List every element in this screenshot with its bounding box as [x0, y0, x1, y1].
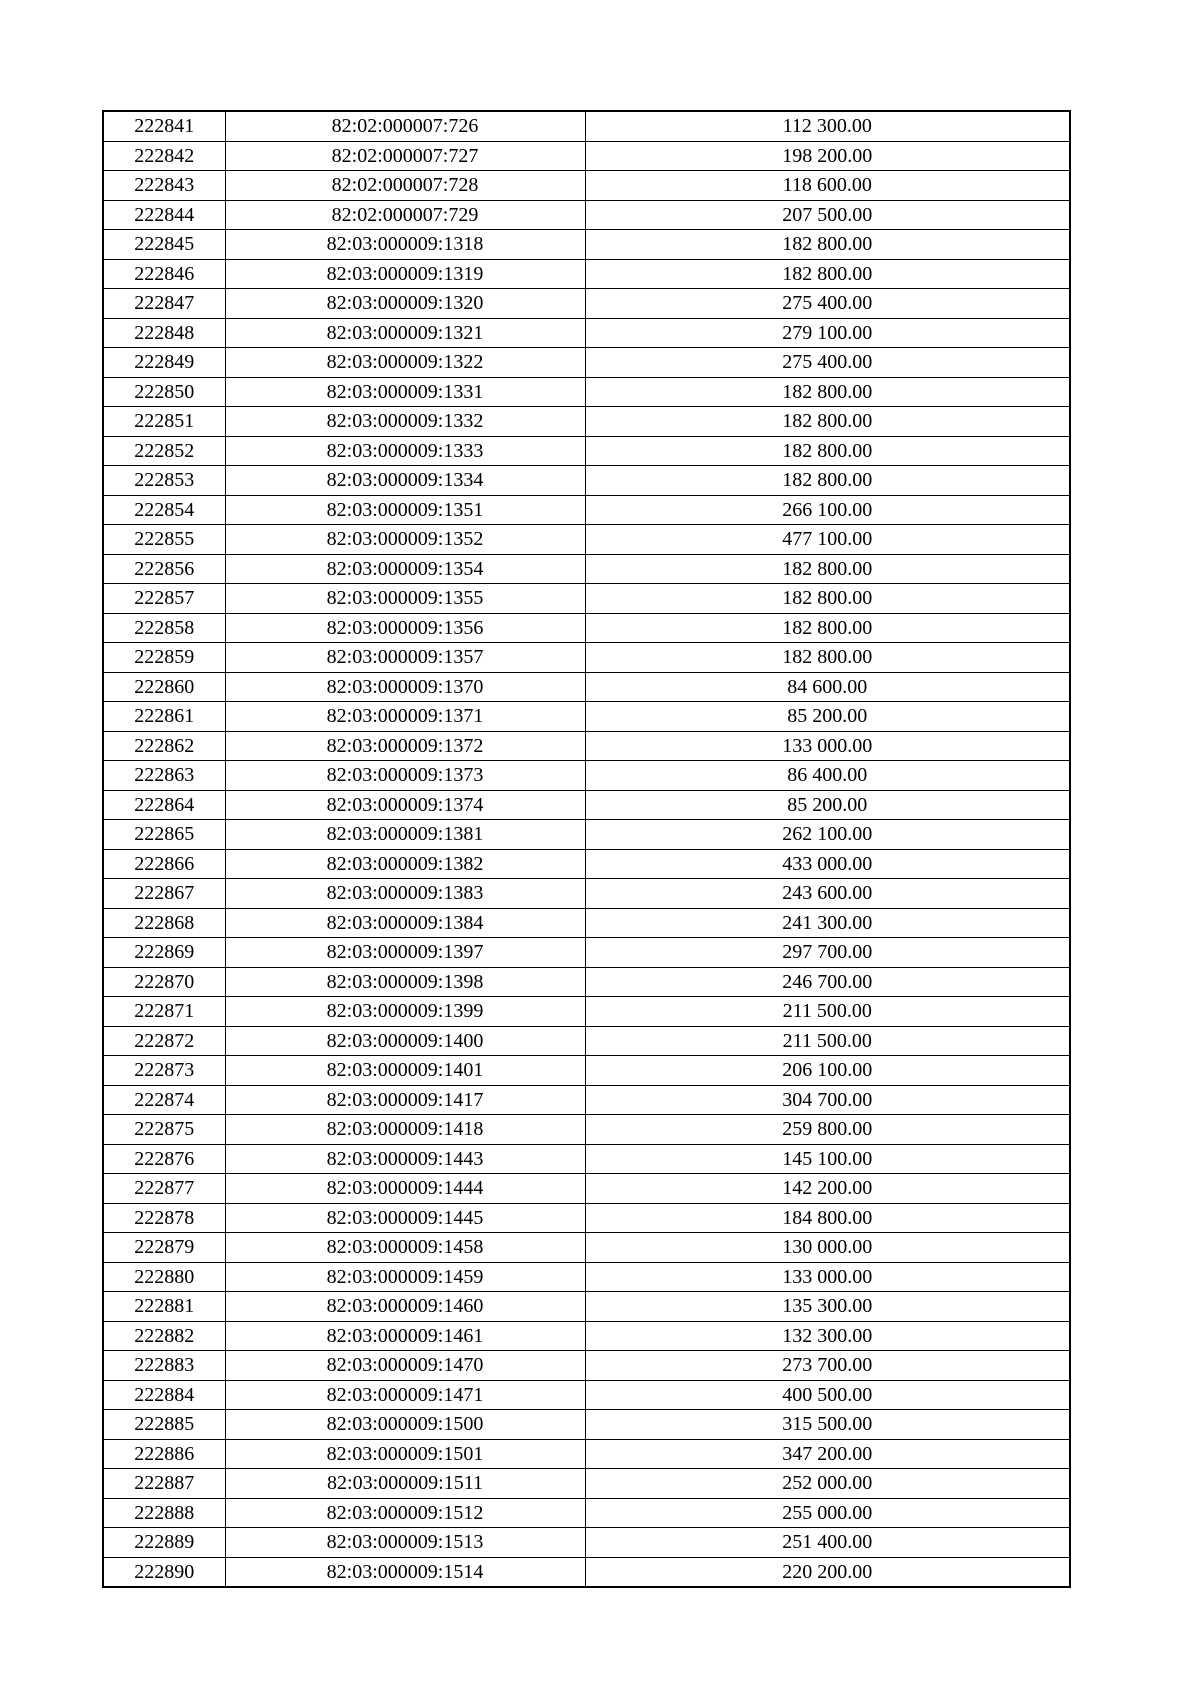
cadastral-value-cell: 347 200.00 [585, 1439, 1070, 1469]
row-number-cell: 222848 [103, 318, 225, 348]
cadastral-number-cell: 82:03:000009:1459 [225, 1262, 585, 1292]
table-row [103, 1469, 1070, 1499]
row-number-cell: 222884 [103, 1380, 225, 1410]
table-row [103, 849, 1070, 879]
row-number-cell: 222875 [103, 1115, 225, 1145]
cadastral-number-cell: 82:03:000009:1401 [225, 1056, 585, 1086]
cadastral-value-cell: 132 300.00 [585, 1321, 1070, 1351]
row-number-cell: 222873 [103, 1056, 225, 1086]
table-row [103, 967, 1070, 997]
row-number-cell: 222881 [103, 1292, 225, 1322]
row-number-cell: 222866 [103, 849, 225, 879]
cadastral-number-cell: 82:02:000007:728 [225, 171, 585, 201]
cadastral-number-cell: 82:03:000009:1383 [225, 879, 585, 909]
table-row [103, 1498, 1070, 1528]
row-number-cell: 222885 [103, 1410, 225, 1440]
cadastral-value-cell: 182 800.00 [585, 230, 1070, 260]
cadastral-value-cell: 142 200.00 [585, 1174, 1070, 1204]
row-number-cell: 222860 [103, 672, 225, 702]
cadastral-value-cell: 246 700.00 [585, 967, 1070, 997]
cadastral-number-cell: 82:03:000009:1470 [225, 1351, 585, 1381]
table-row [103, 171, 1070, 201]
row-number-cell: 222888 [103, 1498, 225, 1528]
cadastral-value-cell: 182 800.00 [585, 584, 1070, 614]
cadastral-number-cell: 82:03:000009:1320 [225, 289, 585, 319]
cadastral-value-cell: 182 800.00 [585, 259, 1070, 289]
cadastral-value-cell: 182 800.00 [585, 643, 1070, 673]
table-row [103, 820, 1070, 850]
table-row [103, 702, 1070, 732]
row-number-cell: 222853 [103, 466, 225, 496]
row-number-cell: 222880 [103, 1262, 225, 1292]
row-number-cell: 222857 [103, 584, 225, 614]
row-number-cell: 222863 [103, 761, 225, 791]
row-number-cell: 222883 [103, 1351, 225, 1381]
cadastral-number-cell: 82:03:000009:1382 [225, 849, 585, 879]
row-number-cell: 222869 [103, 938, 225, 968]
row-number-cell: 222878 [103, 1203, 225, 1233]
cadastral-value-cell: 198 200.00 [585, 141, 1070, 171]
cadastral-number-cell: 82:03:000009:1461 [225, 1321, 585, 1351]
cadastral-value-cell: 304 700.00 [585, 1085, 1070, 1115]
table-row [103, 1085, 1070, 1115]
cadastral-value-cell: 133 000.00 [585, 1262, 1070, 1292]
cadastral-number-cell: 82:03:000009:1445 [225, 1203, 585, 1233]
cadastral-value-cell: 145 100.00 [585, 1144, 1070, 1174]
row-number-cell: 222874 [103, 1085, 225, 1115]
table-body [103, 111, 1070, 1587]
cadastral-value-cell: 400 500.00 [585, 1380, 1070, 1410]
row-number-cell: 222844 [103, 200, 225, 230]
cadastral-value-cell: 206 100.00 [585, 1056, 1070, 1086]
cadastral-value-cell: 182 800.00 [585, 613, 1070, 643]
table-row [103, 731, 1070, 761]
row-number-cell: 222854 [103, 495, 225, 525]
row-number-cell: 222847 [103, 289, 225, 319]
cadastral-value-cell: 433 000.00 [585, 849, 1070, 879]
table-row [103, 259, 1070, 289]
cadastral-number-cell: 82:03:000009:1417 [225, 1085, 585, 1115]
cadastral-number-cell: 82:03:000009:1321 [225, 318, 585, 348]
table-row [103, 141, 1070, 171]
cadastral-value-cell: 255 000.00 [585, 1498, 1070, 1528]
table-row [103, 466, 1070, 496]
row-number-cell: 222846 [103, 259, 225, 289]
row-number-cell: 222865 [103, 820, 225, 850]
table-row [103, 525, 1070, 555]
cadastral-value-cell: 275 400.00 [585, 348, 1070, 378]
table-row [103, 1557, 1070, 1587]
cadastral-number-cell: 82:03:000009:1381 [225, 820, 585, 850]
cadastral-value-cell: 182 800.00 [585, 436, 1070, 466]
cadastral-value-cell: 118 600.00 [585, 171, 1070, 201]
cadastral-number-cell: 82:03:000009:1458 [225, 1233, 585, 1263]
cadastral-value-cell: 252 000.00 [585, 1469, 1070, 1499]
row-number-cell: 222890 [103, 1557, 225, 1587]
cadastral-value-cell: 207 500.00 [585, 200, 1070, 230]
row-number-cell: 222870 [103, 967, 225, 997]
cadastral-number-cell: 82:03:000009:1333 [225, 436, 585, 466]
cadastral-value-cell: 182 800.00 [585, 554, 1070, 584]
cadastral-number-cell: 82:03:000009:1355 [225, 584, 585, 614]
row-number-cell: 222876 [103, 1144, 225, 1174]
row-number-cell: 222842 [103, 141, 225, 171]
row-number-cell: 222887 [103, 1469, 225, 1499]
cadastral-number-cell: 82:02:000007:726 [225, 111, 585, 141]
row-number-cell: 222841 [103, 111, 225, 141]
row-number-cell: 222877 [103, 1174, 225, 1204]
row-number-cell: 222871 [103, 997, 225, 1027]
table-row [103, 643, 1070, 673]
row-number-cell: 222859 [103, 643, 225, 673]
table-row [103, 407, 1070, 437]
table-row [103, 318, 1070, 348]
cadastral-number-cell: 82:03:000009:1400 [225, 1026, 585, 1056]
row-number-cell: 222855 [103, 525, 225, 555]
row-number-cell: 222882 [103, 1321, 225, 1351]
row-number-cell: 222858 [103, 613, 225, 643]
table-row [103, 1026, 1070, 1056]
table-row [103, 1292, 1070, 1322]
row-number-cell: 222879 [103, 1233, 225, 1263]
cadastral-number-cell: 82:03:000009:1372 [225, 731, 585, 761]
cadastral-number-cell: 82:03:000009:1514 [225, 1557, 585, 1587]
table-row [103, 1203, 1070, 1233]
cadastral-number-cell: 82:02:000007:727 [225, 141, 585, 171]
table-row [103, 1528, 1070, 1558]
table-row [103, 1351, 1070, 1381]
table-row [103, 613, 1070, 643]
cadastral-value-cell: 86 400.00 [585, 761, 1070, 791]
table-row [103, 1144, 1070, 1174]
table-row [103, 908, 1070, 938]
table-row [103, 1115, 1070, 1145]
cadastral-value-cell: 211 500.00 [585, 1026, 1070, 1056]
cadastral-number-cell: 82:03:000009:1418 [225, 1115, 585, 1145]
row-number-cell: 222886 [103, 1439, 225, 1469]
table-row [103, 879, 1070, 909]
table-row [103, 200, 1070, 230]
cadastral-number-cell: 82:03:000009:1331 [225, 377, 585, 407]
cadastral-number-cell: 82:03:000009:1460 [225, 1292, 585, 1322]
cadastral-number-cell: 82:03:000009:1357 [225, 643, 585, 673]
row-number-cell: 222852 [103, 436, 225, 466]
table-row [103, 1410, 1070, 1440]
row-number-cell: 222868 [103, 908, 225, 938]
cadastral-number-cell: 82:03:000009:1351 [225, 495, 585, 525]
cadastral-number-cell: 82:03:000009:1354 [225, 554, 585, 584]
row-number-cell: 222864 [103, 790, 225, 820]
row-number-cell: 222862 [103, 731, 225, 761]
cadastral-value-cell: 259 800.00 [585, 1115, 1070, 1145]
row-number-cell: 222872 [103, 1026, 225, 1056]
cadastral-value-cell: 133 000.00 [585, 731, 1070, 761]
table-row [103, 111, 1070, 141]
row-number-cell: 222850 [103, 377, 225, 407]
cadastral-number-cell: 82:03:000009:1370 [225, 672, 585, 702]
row-number-cell: 222851 [103, 407, 225, 437]
cadastral-value-cell: 182 800.00 [585, 466, 1070, 496]
cadastral-value-cell: 275 400.00 [585, 289, 1070, 319]
table-row [103, 761, 1070, 791]
row-number-cell: 222845 [103, 230, 225, 260]
cadastral-number-cell: 82:03:000009:1512 [225, 1498, 585, 1528]
table-row [103, 377, 1070, 407]
table-row [103, 436, 1070, 466]
cadastral-value-cell: 182 800.00 [585, 377, 1070, 407]
cadastral-value-cell: 184 800.00 [585, 1203, 1070, 1233]
cadastral-number-cell: 82:03:000009:1444 [225, 1174, 585, 1204]
table-row [103, 289, 1070, 319]
cadastral-number-cell: 82:03:000009:1318 [225, 230, 585, 260]
cadastral-value-cell: 112 300.00 [585, 111, 1070, 141]
table-row [103, 230, 1070, 260]
cadastral-value-cell: 477 100.00 [585, 525, 1070, 555]
row-number-cell: 222861 [103, 702, 225, 732]
table-row [103, 938, 1070, 968]
cadastral-value-cell: 182 800.00 [585, 407, 1070, 437]
cadastral-number-cell: 82:03:000009:1371 [225, 702, 585, 732]
row-number-cell: 222849 [103, 348, 225, 378]
row-number-cell: 222843 [103, 171, 225, 201]
cadastral-value-cell: 220 200.00 [585, 1557, 1070, 1587]
cadastral-number-cell: 82:03:000009:1319 [225, 259, 585, 289]
table-row [103, 997, 1070, 1027]
cadastral-number-cell: 82:03:000009:1397 [225, 938, 585, 968]
cadastral-value-cell: 279 100.00 [585, 318, 1070, 348]
cadastral-number-cell: 82:03:000009:1398 [225, 967, 585, 997]
cadastral-value-cell: 85 200.00 [585, 702, 1070, 732]
table-row [103, 554, 1070, 584]
row-number-cell: 222856 [103, 554, 225, 584]
cadastral-value-cell: 84 600.00 [585, 672, 1070, 702]
cadastral-number-cell: 82:03:000009:1384 [225, 908, 585, 938]
row-number-cell: 222889 [103, 1528, 225, 1558]
table-row [103, 1380, 1070, 1410]
row-number-cell: 222867 [103, 879, 225, 909]
cadastral-number-cell: 82:03:000009:1373 [225, 761, 585, 791]
cadastral-value-cell: 297 700.00 [585, 938, 1070, 968]
cadastral-number-cell: 82:03:000009:1374 [225, 790, 585, 820]
cadastral-value-cell: 273 700.00 [585, 1351, 1070, 1381]
table-row [103, 1056, 1070, 1086]
cadastral-value-cell: 135 300.00 [585, 1292, 1070, 1322]
table-row [103, 1233, 1070, 1263]
cadastral-number-cell: 82:03:000009:1513 [225, 1528, 585, 1558]
table-row [103, 790, 1070, 820]
cadastral-value-cell: 262 100.00 [585, 820, 1070, 850]
cadastral-value-cell: 315 500.00 [585, 1410, 1070, 1440]
cadastral-number-cell: 82:03:000009:1501 [225, 1439, 585, 1469]
cadastral-value-cell: 243 600.00 [585, 879, 1070, 909]
table-row [103, 584, 1070, 614]
cadastral-value-cell: 130 000.00 [585, 1233, 1070, 1263]
table-row [103, 495, 1070, 525]
cadastral-number-cell: 82:02:000007:729 [225, 200, 585, 230]
cadastral-number-cell: 82:03:000009:1352 [225, 525, 585, 555]
table-row [103, 1439, 1070, 1469]
cadastral-number-cell: 82:03:000009:1356 [225, 613, 585, 643]
cadastral-value-cell: 85 200.00 [585, 790, 1070, 820]
cadastral-number-cell: 82:03:000009:1322 [225, 348, 585, 378]
table-row [103, 348, 1070, 378]
cadastral-number-cell: 82:03:000009:1511 [225, 1469, 585, 1499]
cadastral-number-cell: 82:03:000009:1443 [225, 1144, 585, 1174]
cadastral-value-cell: 241 300.00 [585, 908, 1070, 938]
cadastral-number-cell: 82:03:000009:1500 [225, 1410, 585, 1440]
cadastral-value-cell: 211 500.00 [585, 997, 1070, 1027]
cadastral-number-cell: 82:03:000009:1399 [225, 997, 585, 1027]
cadastral-value-cell: 251 400.00 [585, 1528, 1070, 1558]
table-row [103, 1174, 1070, 1204]
cadastral-number-cell: 82:03:000009:1334 [225, 466, 585, 496]
cadastral-number-cell: 82:03:000009:1332 [225, 407, 585, 437]
cadastral-value-cell: 266 100.00 [585, 495, 1070, 525]
table-row [103, 672, 1070, 702]
cadastral-number-cell: 82:03:000009:1471 [225, 1380, 585, 1410]
table-row [103, 1321, 1070, 1351]
cadastral-value-table [102, 110, 1071, 1588]
table-row [103, 1262, 1070, 1292]
